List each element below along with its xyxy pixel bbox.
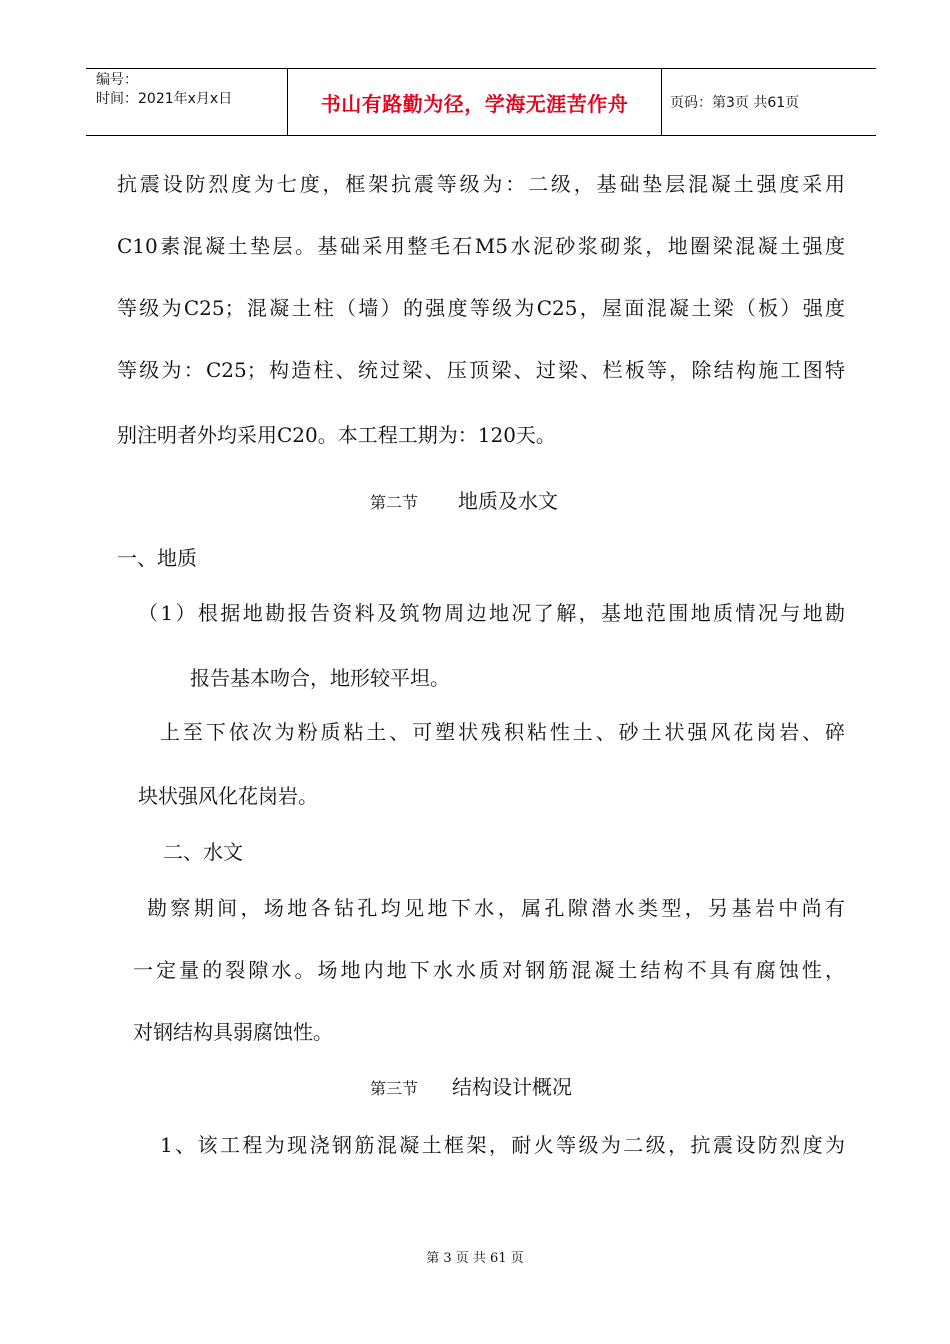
number-label: 编号： bbox=[96, 72, 138, 88]
paragraph-line: 别注明者外均采用C20。本工程工期为：120天。 bbox=[117, 423, 556, 447]
paragraph-line: 抗震设防烈度为七度，框架抗震等级为：二级，基础垫层混凝土强度采用 bbox=[117, 172, 845, 196]
section-title: 地质及水文 bbox=[458, 489, 559, 513]
paragraph-line: 等级为C25；混凝土柱（墙）的强度等级为C25，屋面混凝土梁（板）强度 bbox=[117, 296, 845, 320]
subheading: 一、地质 bbox=[117, 546, 197, 570]
time-label: 时间：2021年x月x日 bbox=[96, 91, 233, 107]
paragraph-line: 一定量的裂隙水。场地内地下水水质对钢筋混凝土结构不具有腐蚀性， bbox=[133, 958, 845, 982]
header-meta bbox=[86, 69, 288, 135]
list-item-line: 报告基本吻合，地形较平坦。 bbox=[190, 666, 450, 690]
paragraph-line: 上至下依次为粉质粘土、可塑状残积粘性土、砂土状强风花岗岩、碎 bbox=[160, 720, 845, 744]
list-item-line: （1）根据地勘报告资料及筑物周边地况了解，基地范围地质情况与地勘 bbox=[138, 601, 845, 625]
paragraph-line: 对钢结构具弱腐蚀性。 bbox=[133, 1020, 333, 1044]
section-heading bbox=[370, 489, 558, 515]
header-motto: 书山有路勤为径，学海无涯苦作舟 bbox=[288, 69, 662, 135]
paragraph-line: 等级为：C25；构造柱、统过梁、压顶梁、过梁、栏板等，除结构施工图特 bbox=[117, 358, 845, 382]
paragraph-line: 勘察期间，场地各钻孔均见地下水，属孔隙潜水类型，另基岩中尚有 bbox=[147, 896, 845, 920]
paragraph-line: C10素混凝土垫层。基础采用整毛石M5水泥砂浆砌浆，地圈梁混凝土强度 bbox=[117, 234, 845, 258]
section-number: 第三节 bbox=[370, 1079, 419, 1098]
paragraph-line: 1、该工程为现浇钢筋混凝土框架，耐火等级为二级，抗震设防烈度为 bbox=[160, 1133, 845, 1157]
section-title: 结构设计概况 bbox=[452, 1075, 573, 1099]
section-heading bbox=[370, 1075, 572, 1101]
page-header bbox=[86, 68, 876, 136]
header-page-info: 页码：第3页 共61页 bbox=[670, 95, 800, 111]
section-number: 第二节 bbox=[370, 493, 419, 512]
page-footer: 第 3 页 共 61 页 bbox=[426, 1251, 524, 1266]
subheading: 二、水文 bbox=[163, 840, 243, 864]
paragraph-line: 块状强风化花岗岩。 bbox=[138, 784, 318, 808]
